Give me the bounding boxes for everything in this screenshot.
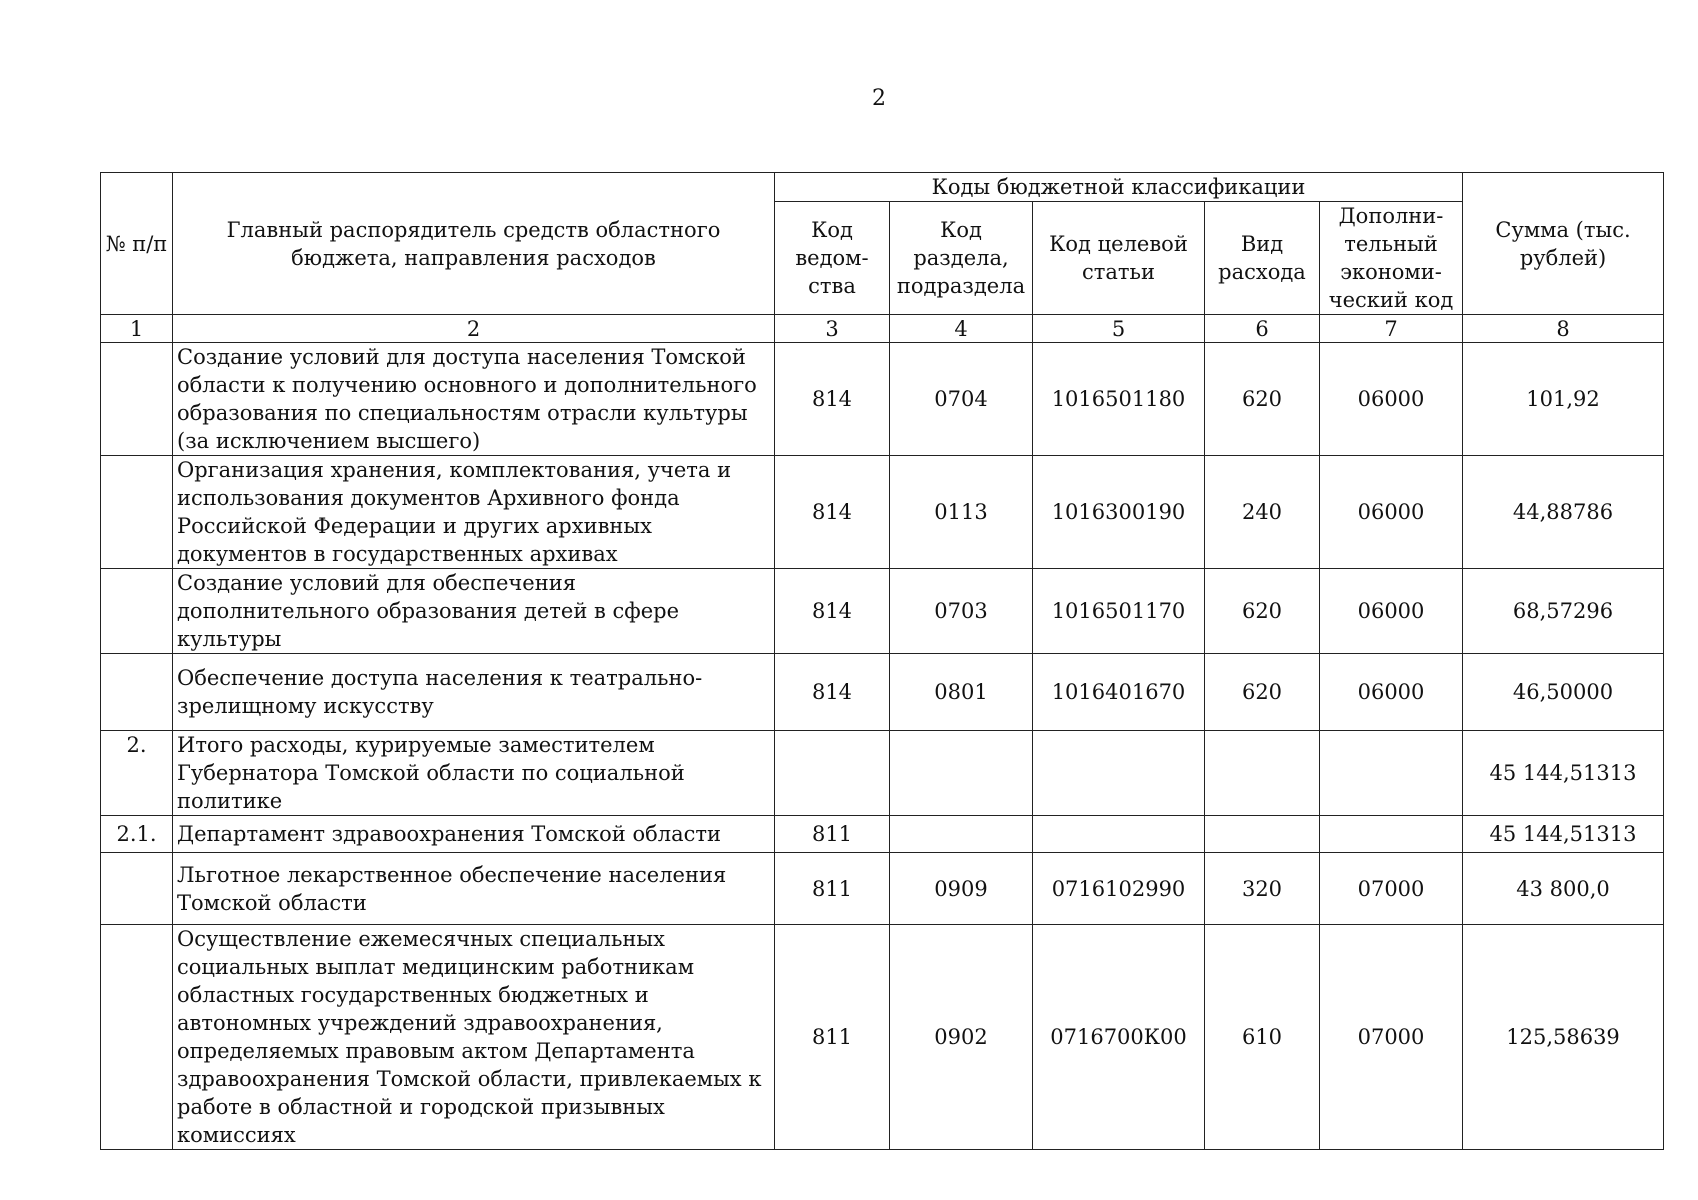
table-row	[101, 569, 1664, 654]
row-extra-code: 06000	[1320, 654, 1463, 731]
header-extra-code: Дополни-тельный экономи-ческий код	[1320, 202, 1463, 315]
table-row	[101, 654, 1664, 731]
table-row	[101, 925, 1664, 1150]
page-number: 2	[872, 86, 886, 111]
row-expense-type: 320	[1205, 853, 1320, 925]
row-dept-code: 814	[775, 569, 890, 654]
row-section-code	[890, 731, 1033, 816]
row-sum: 45 144,51313	[1463, 731, 1664, 816]
row-num	[101, 343, 173, 456]
row-extra-code: 06000	[1320, 343, 1463, 456]
row-target-code: 1016501180	[1033, 343, 1205, 456]
row-expense-type: 240	[1205, 456, 1320, 569]
row-target-code	[1033, 731, 1205, 816]
column-number: 1	[101, 315, 173, 343]
row-num: 2.1.	[101, 816, 173, 853]
column-number: 5	[1033, 315, 1205, 343]
row-sum: 44,88786	[1463, 456, 1664, 569]
row-num	[101, 925, 173, 1150]
row-num	[101, 853, 173, 925]
row-dept-code: 814	[775, 456, 890, 569]
budget-table	[100, 172, 1664, 1150]
column-number: 3	[775, 315, 890, 343]
row-extra-code	[1320, 816, 1463, 853]
row-sum: 46,50000	[1463, 654, 1664, 731]
row-name: Организация хранения, комплектования, учета и использования документов Архивного фонда Российской Федерации и других архивных документов в государственных архивах	[173, 456, 775, 569]
header-target-code: Код целевой статьи	[1033, 202, 1205, 315]
row-target-code: 1016501170	[1033, 569, 1205, 654]
row-extra-code	[1320, 731, 1463, 816]
row-section-code: 0902	[890, 925, 1033, 1150]
header-section-code: Код раздела, подраздела	[890, 202, 1033, 315]
row-name: Льготное лекарственное обеспечение населения Томской области	[173, 853, 775, 925]
table-row	[101, 731, 1664, 816]
column-number-row	[101, 315, 1664, 343]
table-row	[101, 456, 1664, 569]
header-dept-code: Код ведом-ства	[775, 202, 890, 315]
table-row	[101, 816, 1664, 853]
header-sum: Сумма (тыс. рублей)	[1463, 173, 1664, 315]
row-target-code: 1016300190	[1033, 456, 1205, 569]
header-budget-codes: Коды бюджетной классификации	[775, 173, 1463, 202]
row-dept-code: 811	[775, 816, 890, 853]
row-name: Создание условий для обеспечения дополнительного образования детей в сфере культуры	[173, 569, 775, 654]
row-extra-code: 06000	[1320, 456, 1463, 569]
row-num	[101, 456, 173, 569]
row-dept-code: 811	[775, 853, 890, 925]
row-name: Департамент здравоохранения Томской области	[173, 816, 775, 853]
row-expense-type: 620	[1205, 569, 1320, 654]
row-target-code: 0716102990	[1033, 853, 1205, 925]
header-name: Главный распорядитель средств областного бюджета, направления расходов	[173, 173, 775, 315]
row-section-code: 0801	[890, 654, 1033, 731]
column-number: 7	[1320, 315, 1463, 343]
row-num	[101, 569, 173, 654]
row-target-code: 1016401670	[1033, 654, 1205, 731]
column-number: 4	[890, 315, 1033, 343]
row-sum: 43 800,0	[1463, 853, 1664, 925]
row-expense-type: 610	[1205, 925, 1320, 1150]
row-extra-code: 07000	[1320, 925, 1463, 1150]
row-name: Создание условий для доступа населения Томской области к получению основного и дополнительного образования по специальностям отрасли культуры (за исключением высшего)	[173, 343, 775, 456]
row-section-code: 0704	[890, 343, 1033, 456]
table-row	[101, 853, 1664, 925]
header-expense-type: Вид расхода	[1205, 202, 1320, 315]
column-number: 8	[1463, 315, 1664, 343]
row-target-code: 0716700К00	[1033, 925, 1205, 1150]
row-target-code	[1033, 816, 1205, 853]
column-number: 6	[1205, 315, 1320, 343]
row-sum: 101,92	[1463, 343, 1664, 456]
row-sum: 125,58639	[1463, 925, 1664, 1150]
table-row	[101, 343, 1664, 456]
row-dept-code	[775, 731, 890, 816]
row-extra-code: 07000	[1320, 853, 1463, 925]
row-expense-type	[1205, 816, 1320, 853]
row-num: 2.	[101, 731, 173, 816]
row-expense-type	[1205, 731, 1320, 816]
row-dept-code: 814	[775, 343, 890, 456]
row-section-code: 0703	[890, 569, 1033, 654]
row-expense-type: 620	[1205, 343, 1320, 456]
row-name: Итого расходы, курируемые заместителем Губернатора Томской области по социальной политике	[173, 731, 775, 816]
column-number: 2	[173, 315, 775, 343]
row-sum: 68,57296	[1463, 569, 1664, 654]
row-sum: 45 144,51313	[1463, 816, 1664, 853]
row-expense-type: 620	[1205, 654, 1320, 731]
row-dept-code: 814	[775, 654, 890, 731]
row-dept-code: 811	[775, 925, 890, 1150]
header-num: № п/п	[101, 173, 173, 315]
row-extra-code: 06000	[1320, 569, 1463, 654]
row-num	[101, 654, 173, 731]
row-section-code: 0909	[890, 853, 1033, 925]
row-section-code: 0113	[890, 456, 1033, 569]
row-name: Осуществление ежемесячных специальных социальных выплат медицинским работникам областных государственных бюджетных и автономных учреждений здравоохранения, определяемых правовым актом Департамента здравоохранения Томской области, привлекаемых к работе в областной и городской призывных комиссиях	[173, 925, 775, 1150]
row-section-code	[890, 816, 1033, 853]
row-name: Обеспечение доступа населения к театрально-зрелищному искусству	[173, 654, 775, 731]
